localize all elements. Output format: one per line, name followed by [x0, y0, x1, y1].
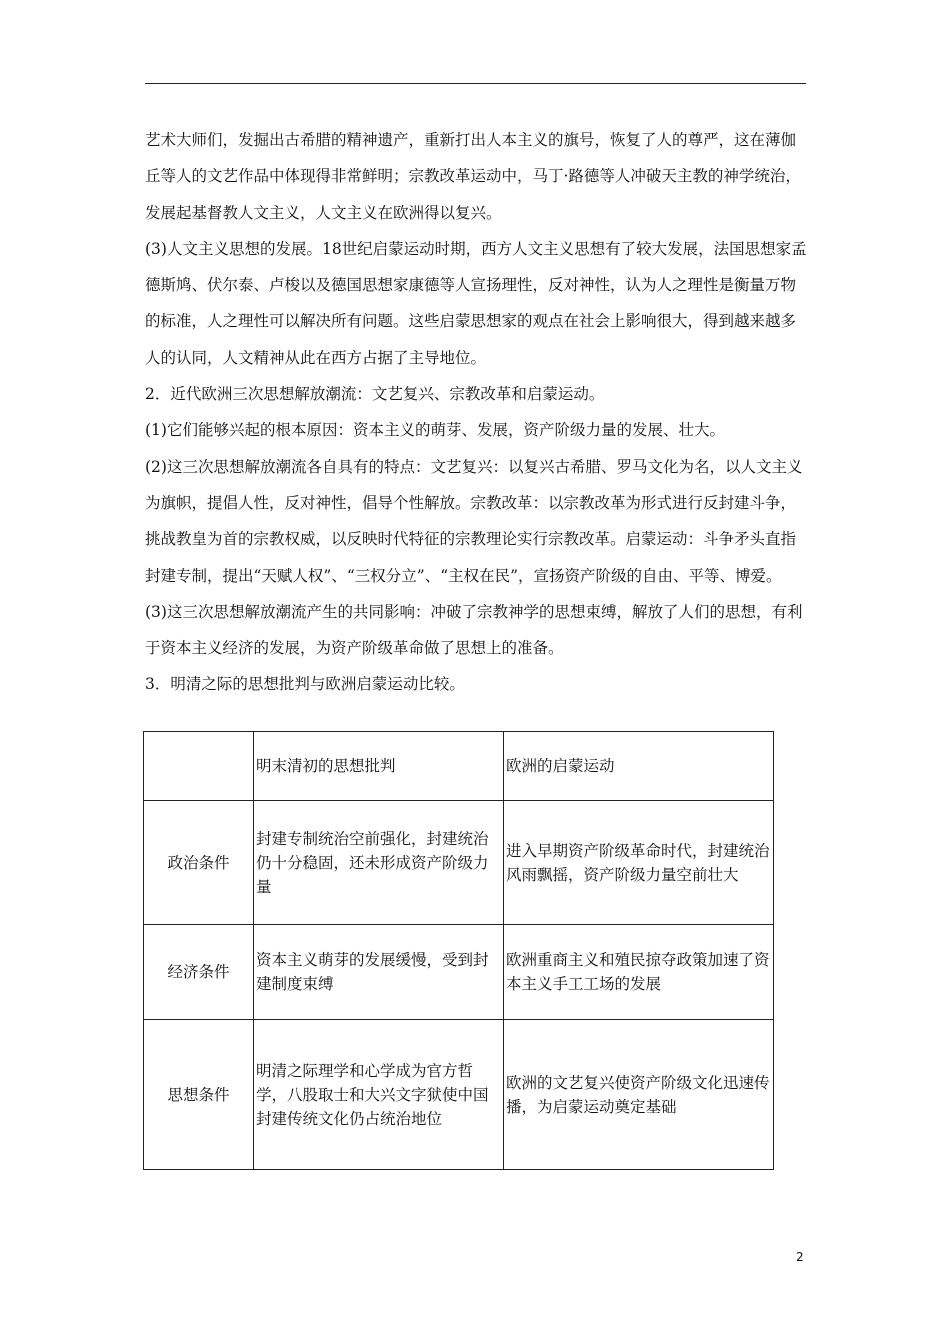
cell-europe-economic: 欧洲重商主义和殖民掠夺政策加速了资本主义手工工场的发展	[504, 925, 774, 1020]
table-row	[144, 801, 774, 925]
comparison-table	[143, 731, 774, 1170]
paragraph-three-movements: 2．近代欧洲三次思想解放潮流：文艺复兴、宗教改革和启蒙运动。	[145, 385, 605, 404]
page-number: 2	[796, 1250, 804, 1264]
table-row	[144, 1020, 774, 1170]
cell-china-economic: 资本主义萌芽的发展缓慢，受到封建制度束缚	[254, 925, 504, 1020]
table-header-china: 明末清初的思想批判	[254, 732, 504, 801]
paragraph-root-cause: (1)它们能够兴起的根本原因：资本主义的萌芽、发展，资产阶级力量的发展、壮大。	[145, 421, 725, 440]
paragraph-characteristics: (2)这三次思想解放潮流各自具有的特点：文艺复兴：以复兴古希腊、罗马文化为名，以人文主义为旗帜，提倡人性，反对神性，倡导个性解放。宗教改革：以宗教改革为形式进行反封建斗争，挑战教皇为首的宗教权威，以反映时代特征的宗教理论实行宗教改革。启蒙运动：斗争矛头直指封建专制，提出“天赋人权”、“三权分立”、“主权在民”，宣扬资产阶级的自由、平等、博爱。	[145, 457, 803, 585]
paragraph-humanism-development: (3)人文主义思想的发展。18世纪启蒙运动时期，西方人文主义思想有了较大发展，法国思想家孟德斯鸠、伏尔泰、卢梭以及德国思想家康德等人宣扬理性，反对神性，认为人之理性是衡量万物的标准，人之理性可以解决所有问题。这些启蒙思想家的观点在社会上影响很大，得到越来越多人的认同，人文精神从此在西方占据了主导地位。	[145, 239, 807, 367]
table-header-europe: 欧洲的启蒙运动	[504, 732, 774, 801]
cell-china-ideological: 明清之际理学和心学成为官方哲学，八股取士和大兴文字狱使中国封建传统文化仍占统治地位	[254, 1020, 504, 1170]
cell-china-political: 封建专制统治空前强化，封建统治仍十分稳固，还未形成资产阶级力量	[254, 801, 504, 925]
cell-europe-political: 进入早期资产阶级革命时代，封建统治风雨飘摇，资产阶级力量空前壮大	[504, 801, 774, 925]
paragraph-common-impact: (3)这三次思想解放潮流产生的共同影响：冲破了宗教神学的思想束缚，解放了人们的思想，有利于资本主义经济的发展，为资产阶级革命做了思想上的准备。	[145, 602, 803, 658]
paragraph-comparison-title: 3．明清之际的思想批判与欧洲启蒙运动比较。	[145, 675, 465, 694]
row-label-political: 政治条件	[144, 801, 254, 925]
cell-europe-ideological: 欧洲的文艺复兴使资产阶级文化迅速传播，为启蒙运动奠定基础	[504, 1020, 774, 1170]
paragraph-humanism-revival: 艺术大师们，发掘出古希腊的精神遗产，重新打出人本主义的旗号，恢复了人的尊严，这在薄伽丘等人的文艺作品中体现得非常鲜明；宗教改革运动中，马丁·路德等人冲破天主教的神学统治，发展起基督教人文主义，人文主义在欧洲得以复兴。	[145, 131, 801, 222]
row-label-economic: 经济条件	[144, 925, 254, 1020]
row-label-ideological: 思想条件	[144, 1020, 254, 1170]
header-rule	[145, 83, 806, 84]
table-header-corner	[144, 732, 254, 801]
table-row	[144, 925, 774, 1020]
table-header-row	[144, 732, 774, 801]
comparison-table-wrapper	[143, 731, 774, 1170]
body-text	[145, 122, 809, 703]
